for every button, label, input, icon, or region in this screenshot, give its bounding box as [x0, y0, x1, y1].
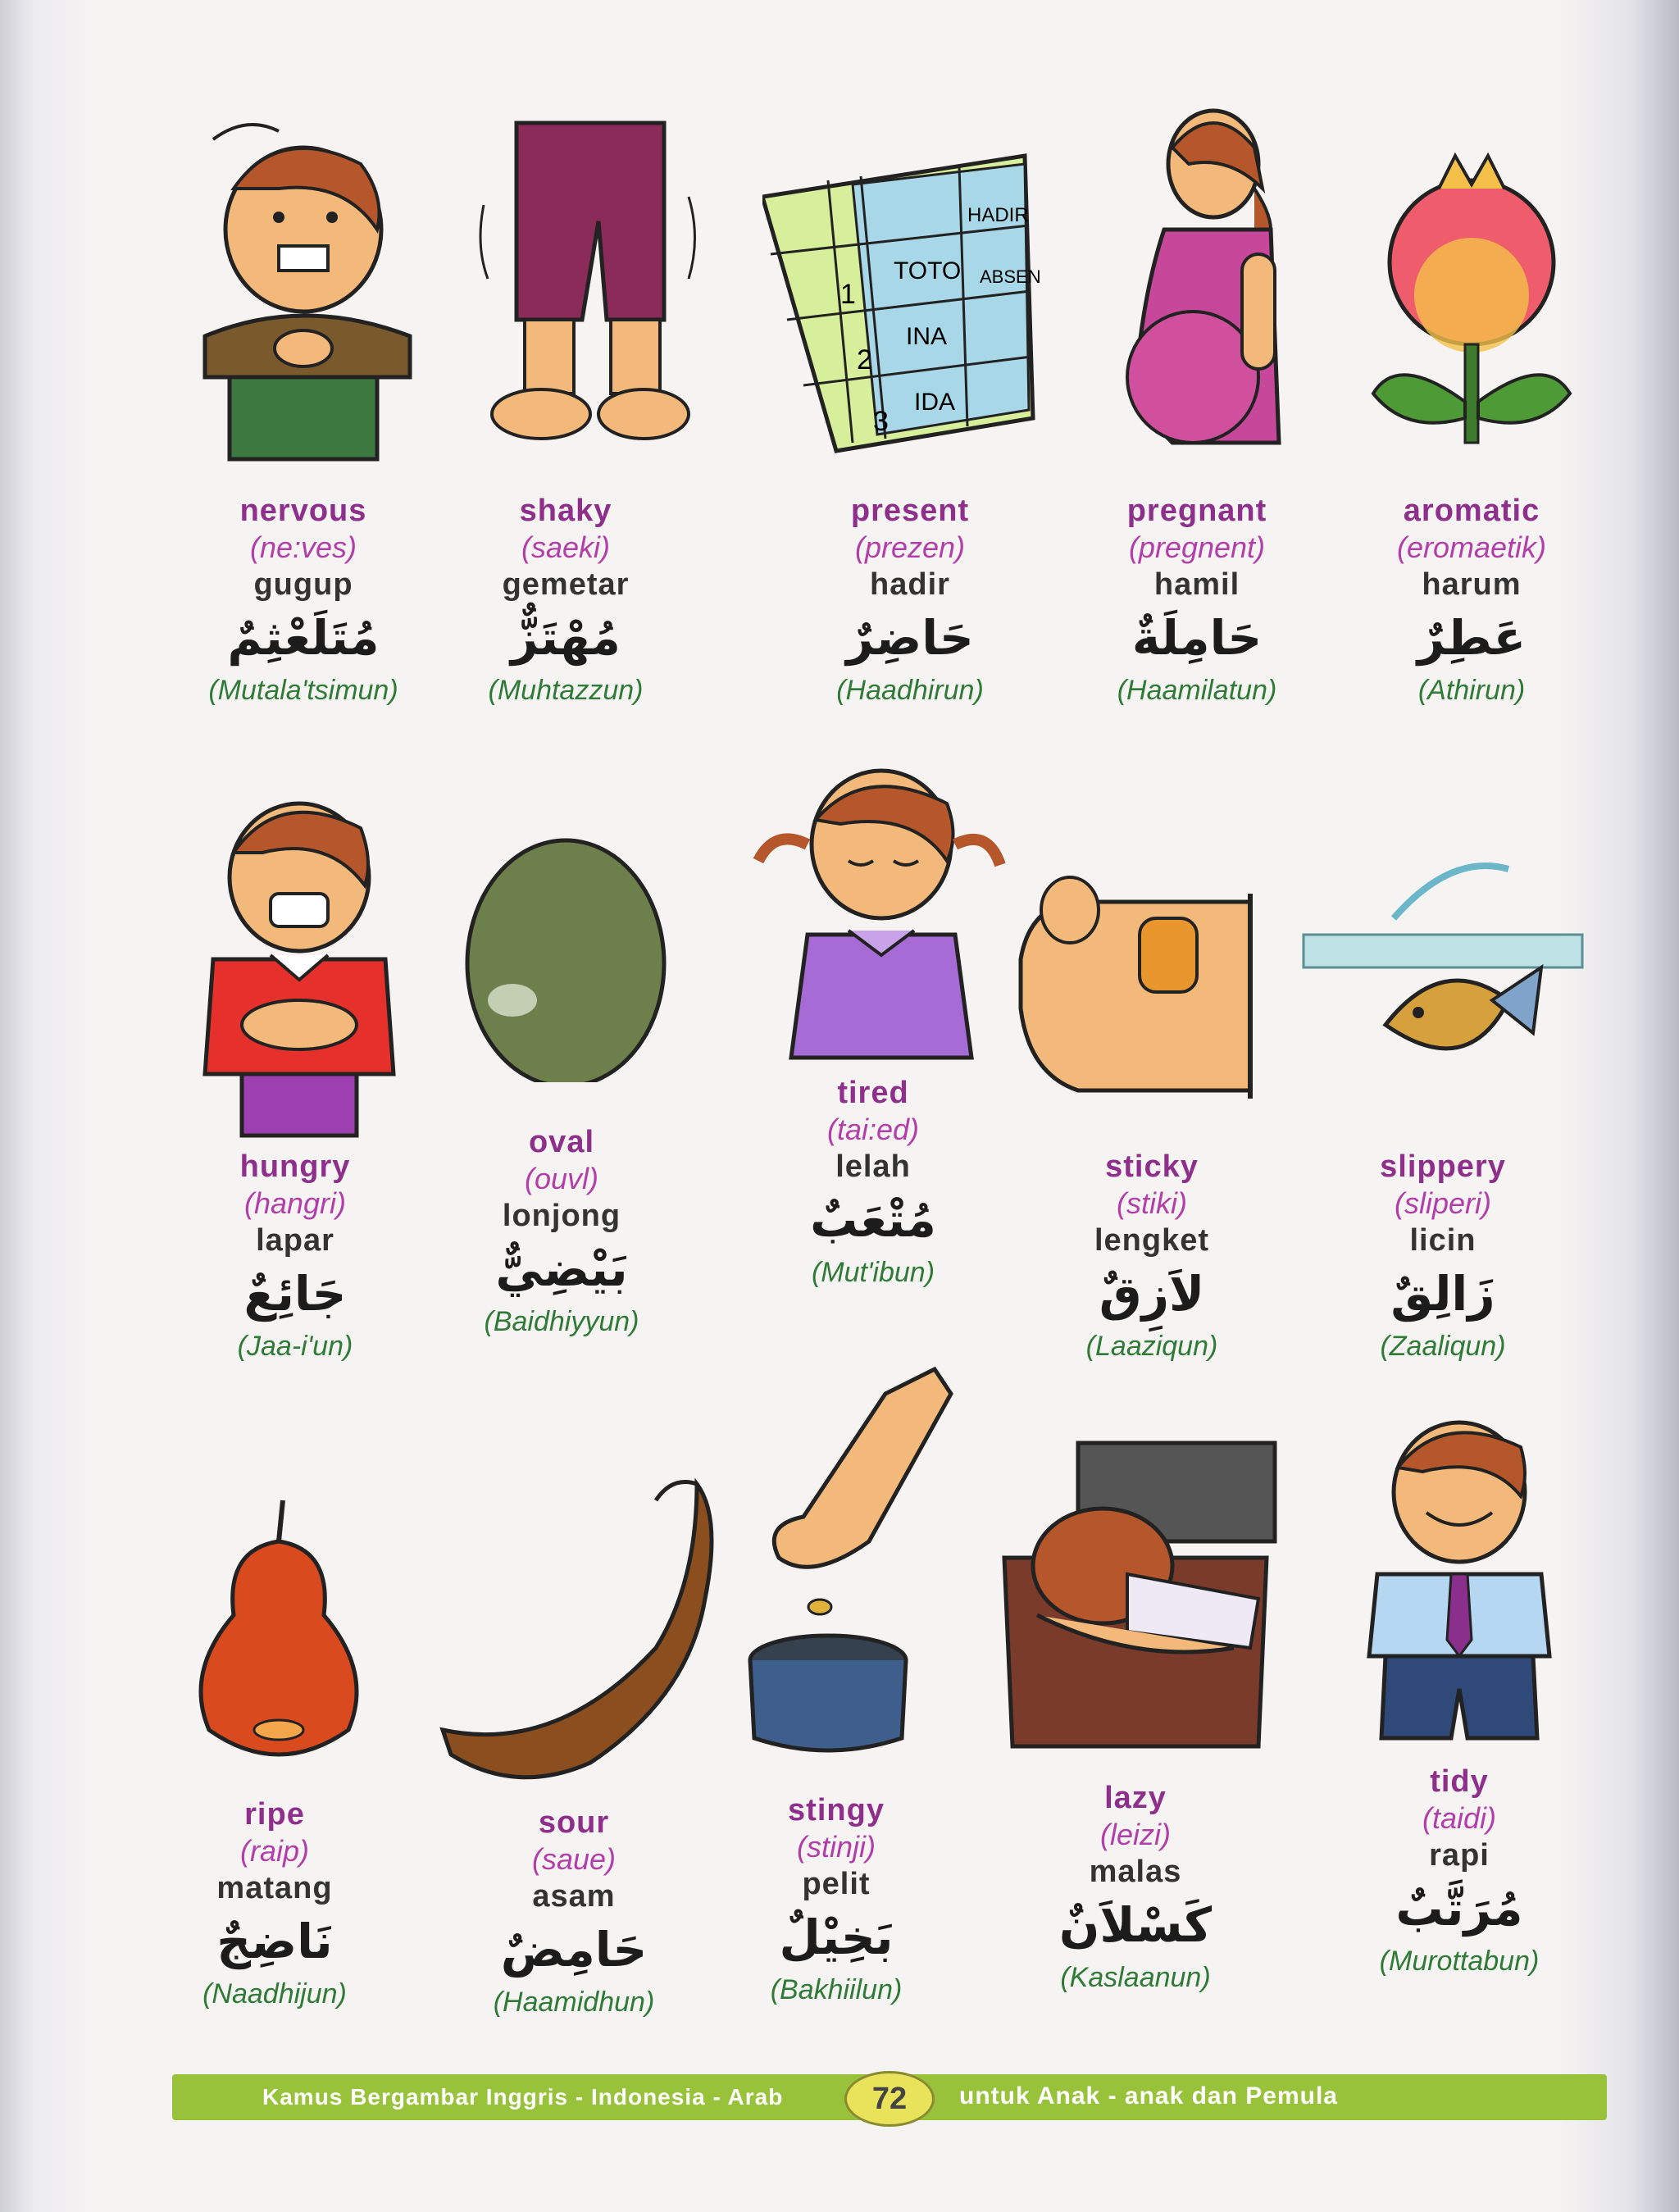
pregnant-woman-icon [1049, 98, 1345, 476]
arabic-word: لاَزِقٌ [1099, 1266, 1205, 1322]
footer-bar [172, 2074, 1607, 2120]
egg-icon [414, 836, 709, 1082]
arabic-word: مُهْتَزٌّ [511, 610, 621, 666]
pronunciation: (stiki) [1117, 1186, 1187, 1220]
pronunciation: (eromaetik) [1396, 530, 1547, 564]
indonesian-word: asam [532, 1879, 616, 1914]
pronunciation: (taidi) [1422, 1801, 1497, 1835]
tidy-boy-icon [1312, 1410, 1607, 1755]
pronunciation: (stinji) [797, 1830, 876, 1864]
transliteration: (Murottabun) [1379, 1946, 1540, 1977]
transliteration: (Mutala'tsimun) [208, 675, 398, 706]
transliteration: (Haamidhun) [493, 1987, 655, 2018]
indonesian-word: harum [1422, 567, 1522, 602]
pronunciation: (saue) [531, 1842, 617, 1876]
english-word: aromatic [1403, 494, 1540, 528]
indonesian-word: hadir [870, 567, 950, 602]
transliteration: (Muhtazzun) [488, 675, 644, 706]
lazy-boy-icon [988, 1435, 1283, 1763]
pronunciation: (tai:ed) [826, 1113, 920, 1146]
rose-apple-icon [127, 1484, 422, 1779]
sheet-row-2: 2 [857, 344, 872, 375]
sheet-header-absent: ABSEN [980, 266, 1041, 287]
english-word: shaky [519, 494, 612, 528]
english-word: slippery [1380, 1149, 1506, 1184]
english-word: tired [837, 1076, 909, 1110]
indonesian-word: malas [1089, 1855, 1182, 1889]
pronunciation: (prezen) [854, 530, 966, 564]
indonesian-word: lonjong [502, 1199, 621, 1233]
transliteration: (Haadhirun) [836, 675, 984, 706]
tired-girl-icon [726, 746, 1021, 1074]
indonesian-word: licin [1409, 1223, 1477, 1258]
english-word: sour [538, 1805, 610, 1840]
pronunciation: (pregnent) [1128, 530, 1266, 564]
english-word: ripe [244, 1797, 305, 1832]
pronunciation: (raip) [239, 1834, 309, 1868]
fish-icon [1295, 836, 1590, 1115]
english-word: oval [528, 1125, 595, 1159]
pronunciation: (leizi) [1100, 1818, 1171, 1851]
arabic-word: حَامِضٌ [500, 1922, 648, 1978]
arabic-word: مُتَلَعْثِمٌ [227, 610, 380, 666]
attendance-sheet-icon [762, 148, 1058, 476]
pronunciation: (hangri) [243, 1186, 347, 1220]
sheet-name-3: IDA [914, 389, 956, 416]
sheet-row-1: 1 [840, 279, 856, 310]
transliteration: (Jaa-i'un) [237, 1331, 353, 1362]
transliteration: (Haamilatun) [1117, 675, 1277, 706]
indonesian-word: gemetar [502, 567, 630, 602]
pronunciation: (ne:ves) [249, 530, 357, 564]
indonesian-word: rapi [1429, 1838, 1490, 1873]
indonesian-word: pelit [802, 1867, 871, 1901]
arabic-word: مُرَتَّبٌ [1395, 1881, 1523, 1937]
arabic-word: مُتْعَبٌ [810, 1192, 936, 1248]
indonesian-word: gugup [253, 567, 353, 602]
arabic-word: جَائِعٌ [243, 1266, 347, 1322]
transliteration: (Zaaliqun) [1380, 1331, 1506, 1362]
footer-subtitle: untuk Anak - anak dan Pemula [959, 2082, 1338, 2110]
tamarind-icon [426, 1468, 721, 1796]
transliteration: (Athirun) [1417, 675, 1526, 706]
pronunciation: (ouvl) [524, 1162, 599, 1195]
hand-coin-icon [689, 1361, 984, 1755]
hungry-boy-icon [148, 779, 443, 1140]
page-number: 72 [844, 2071, 935, 2127]
pronunciation: (saeki) [521, 530, 611, 564]
indonesian-word: hamil [1153, 567, 1240, 602]
transliteration: (Kaslaanun) [1060, 1962, 1211, 1993]
nervous-boy-icon [156, 107, 451, 476]
english-word: present [850, 494, 970, 528]
english-word: lazy [1104, 1781, 1167, 1815]
english-word: hungry [239, 1149, 351, 1184]
shaky-legs-icon [418, 107, 713, 476]
transliteration: (Mut'ibun) [811, 1257, 935, 1288]
transliteration: (Laaziqun) [1085, 1331, 1218, 1362]
sheet-name-1: TOTO [894, 257, 962, 284]
footer-title: Kamus Bergambar Inggris - Indonesia - Arab [262, 2084, 784, 2110]
english-word: sticky [1105, 1149, 1199, 1184]
indonesian-word: lapar [256, 1223, 334, 1258]
english-word: tidy [1430, 1764, 1489, 1799]
transliteration: (Baidhiyyun) [484, 1306, 639, 1337]
indonesian-word: lelah [835, 1149, 911, 1184]
arabic-word: حَامِلَةٌ [1131, 610, 1263, 666]
indonesian-word: matang [216, 1871, 333, 1905]
arabic-word: بَخِيْلٌ [779, 1909, 894, 1965]
sheet-header-present: HADIR [967, 204, 1029, 226]
indonesian-word: lengket [1094, 1223, 1210, 1258]
sheet-row-3: 3 [873, 406, 889, 437]
arabic-word: زَالِقٌ [1390, 1266, 1495, 1322]
sheet-name-2: INA [906, 323, 948, 350]
pronunciation: (sliperi) [1394, 1186, 1491, 1220]
english-word: stingy [788, 1793, 885, 1827]
transliteration: (Bakhiilun) [770, 1974, 903, 2005]
arabic-word: حَاضِرٌ [846, 610, 974, 666]
english-word: pregnant [1126, 494, 1267, 528]
arabic-word: عَطِرٌ [1417, 610, 1527, 666]
arabic-word: بَيْضِيٌّ [495, 1241, 628, 1297]
transliteration: (Naadhijun) [202, 1978, 347, 2009]
english-word: nervous [239, 494, 367, 528]
arabic-word: كَسْلاَنٌ [1058, 1897, 1213, 1953]
flower-icon [1324, 107, 1619, 476]
arabic-word: نَاضِجٌ [216, 1914, 333, 1969]
sticky-hand-icon [1004, 844, 1299, 1115]
